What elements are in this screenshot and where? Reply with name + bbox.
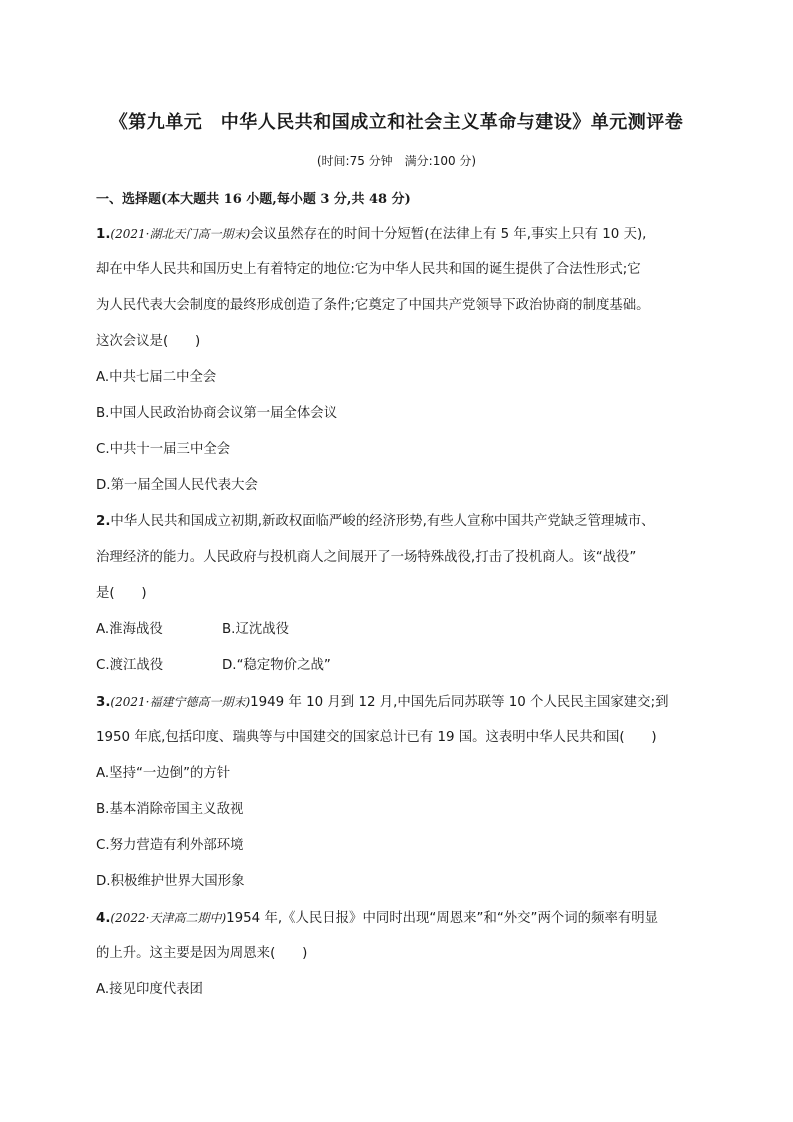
question-4-line-2: 的上升。这主要是因为周恩来( ) xyxy=(96,946,308,961)
question-1-option-b: B.中国人民政治协商会议第一届全体会议 xyxy=(96,406,338,421)
page-title: 《第九单元 中华人民共和国成立和社会主义革命与建设》单元测评卷 xyxy=(109,112,684,133)
question-1-line-2: 却在中华人民共和国历史上有着特定的地位:它为中华人民共和国的诞生提供了合法性形式;它 xyxy=(96,262,641,277)
exam-time-score: (时间:75 分钟 满分:100 分) xyxy=(316,154,477,168)
question-1-option-a: A.中共七届二中全会 xyxy=(96,370,217,385)
question-1-number: 1. xyxy=(96,227,111,242)
question-4-number: 4. xyxy=(96,911,111,926)
question-3-line-1 xyxy=(96,692,668,713)
question-2-option-a: A.淮海战役 xyxy=(96,622,163,637)
question-4-option-a: A.接见印度代表团 xyxy=(96,982,203,997)
question-3-number: 3. xyxy=(96,695,111,710)
question-3-option-a: A.坚持“一边倒”的方针 xyxy=(96,766,231,781)
question-2-number: 2. xyxy=(96,514,111,529)
question-3-line-2: 1950 年底,包括印度、瑞典等与中国建交的国家总计已有 19 国。这表明中华人民共和国( ) xyxy=(96,730,657,745)
question-1-text: 会议虽然存在的时间十分短暂(在法律上有 5 年,事实上只有 10 天), xyxy=(250,227,647,242)
question-3-option-b: B.基本消除帝国主义敌视 xyxy=(96,802,244,817)
question-1-option-c: C.中共十一届三中全会 xyxy=(96,442,231,457)
question-3-option-c: C.努力营造有利外部环境 xyxy=(96,838,244,853)
question-1-line-1 xyxy=(96,224,646,245)
question-4-source: (2022·天津高二期中) xyxy=(110,911,227,925)
question-2-line-2: 治理经济的能力。人民政府与投机商人之间展开了一场特殊战役,打击了投机商人。该“战役” xyxy=(96,550,637,565)
question-1-source: (2021·湖北天门高一期末) xyxy=(110,227,251,241)
question-3-option-d: D.积极维护世界大国形象 xyxy=(96,874,245,889)
question-1-line-4: 这次会议是( ) xyxy=(96,334,201,349)
question-2-option-c: C.渡江战役 xyxy=(96,658,164,673)
question-1-line-3: 为人民代表大会制度的最终形成创造了条件;它奠定了中国共产党领导下政治协商的制度基础。 xyxy=(96,298,650,313)
question-1-option-d: D.第一届全国人民代表大会 xyxy=(96,478,258,493)
question-4-text: 1954 年,《人民日报》中同时出现“周恩来”和“外交”两个词的频率有明显 xyxy=(226,911,659,926)
question-4-line-1 xyxy=(96,908,658,929)
question-3-text: 1949 年 10 月到 12 月,中国先后同苏联等 10 个人民民主国家建交;到 xyxy=(250,695,669,710)
question-3-source: (2021·福建宁德高一期末) xyxy=(110,695,251,709)
question-2-line-1 xyxy=(96,512,655,532)
question-2-text: 中华人民共和国成立初期,新政权面临严峻的经济形势,有些人宣称中国共产党缺乏管理城市、 xyxy=(110,514,655,529)
question-2-line-3: 是( ) xyxy=(96,586,147,601)
section-heading: 一、选择题(本大题共 16 小题,每小题 3 分,共 48 分) xyxy=(96,192,411,207)
question-2-option-d: D.“稳定物价之战” xyxy=(222,658,331,673)
question-2-option-b: B.辽沈战役 xyxy=(222,622,290,637)
